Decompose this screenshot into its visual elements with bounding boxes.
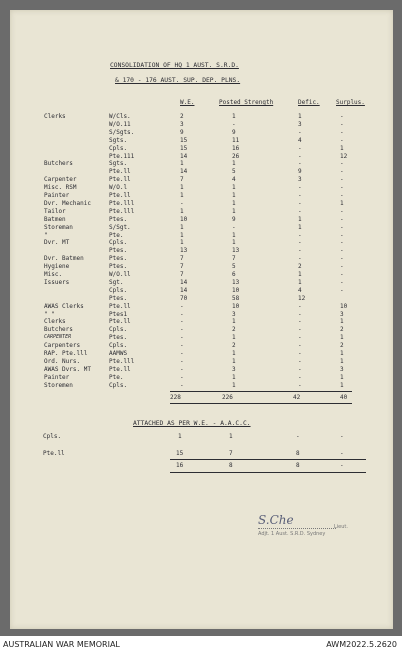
- row-role: Clerks: [44, 318, 66, 326]
- row-role: Ord. Nurs.: [44, 357, 81, 365]
- row-rank: Ptes1: [109, 310, 128, 318]
- row-rank: Cpls.: [109, 326, 128, 334]
- row-rank: Pte.ll: [109, 365, 131, 373]
- totals-rule-bottom: [170, 403, 352, 404]
- row-posted: 4: [232, 176, 236, 184]
- row-defic: 1: [298, 215, 302, 223]
- row-defic: -: [298, 302, 302, 310]
- attached-surplus: -: [340, 450, 344, 457]
- row-rank: AAMWS: [109, 350, 128, 357]
- row-defic: -: [298, 342, 302, 350]
- row-rank: Pte.ll: [109, 168, 131, 176]
- row-surplus: -: [340, 247, 344, 255]
- row-we: 2: [180, 113, 184, 120]
- attached-total-we: 16: [176, 462, 184, 469]
- row-surplus: -: [340, 184, 344, 192]
- col-header-defic: Defic.: [298, 99, 320, 106]
- document-title: CONSOLIDATION OF HQ 1 AUST. S.R.D.: [110, 62, 239, 69]
- attached-posted: 7: [229, 450, 233, 457]
- row-role: Batmen: [44, 215, 66, 223]
- attached-rank: Cpls.: [43, 433, 62, 440]
- row-posted: 1: [232, 207, 236, 215]
- row-rank: Cpls.: [109, 342, 128, 350]
- row-we: 13: [180, 247, 188, 255]
- row-role: Carpenter: [44, 176, 77, 184]
- footer-institution: AUSTRALIAN WAR MEMORIAL: [3, 640, 120, 649]
- row-posted: 1: [232, 239, 236, 247]
- row-surplus: -: [340, 176, 344, 184]
- row-posted: 1: [232, 318, 236, 326]
- row-surplus: -: [340, 128, 344, 136]
- row-rank: W/O.l: [109, 184, 128, 192]
- row-posted: 1: [232, 113, 236, 120]
- row-role: Dvr. Mechanic: [44, 199, 91, 207]
- row-posted: 1: [232, 192, 236, 199]
- row-role: Misc.: [44, 271, 63, 278]
- row-defic: -: [298, 381, 302, 389]
- row-rank: Sgt.: [109, 278, 124, 286]
- row-role: AWAS Clerks: [44, 302, 84, 310]
- attached-title: ATTACHED AS PER W.E. - A.A.C.C.: [133, 420, 251, 427]
- row-role: Hygiene: [44, 263, 70, 271]
- row-rank: Pte.: [109, 373, 124, 381]
- row-posted: 13: [232, 278, 240, 286]
- row-posted: 1: [232, 357, 236, 365]
- row-defic: -: [298, 310, 302, 318]
- row-surplus: -: [340, 113, 344, 120]
- col-header-surplus: Surplus.: [336, 99, 365, 106]
- row-posted: 6: [232, 271, 236, 278]
- attached-total-surplus: -: [340, 462, 344, 469]
- row-we: -: [180, 342, 184, 350]
- row-posted: 1: [232, 381, 236, 389]
- row-defic: -: [298, 207, 302, 215]
- row-role: Dvr. Batmen: [44, 255, 84, 263]
- row-posted: 1: [232, 160, 236, 168]
- row-posted: 5: [232, 263, 236, 271]
- document-subtitle: & 170 - 176 AUST. SUP. DEP. PLNS.: [115, 77, 241, 84]
- row-role: AWAS Dvrs. MT: [44, 365, 91, 373]
- attached-surplus: -: [340, 433, 344, 440]
- row-defic: 1: [298, 223, 302, 231]
- row-we: 14: [180, 278, 188, 286]
- row-role: Storemen: [44, 381, 73, 389]
- row-surplus: 3: [340, 310, 344, 318]
- row-role: Painter: [44, 373, 70, 381]
- row-rank: Pte.: [109, 231, 124, 239]
- attached-total-defic: 8: [296, 462, 300, 469]
- row-role: Issuers: [44, 278, 70, 286]
- signature-stamp: Adjt. 1 Aust. S.R.D. Sydney: [258, 531, 326, 537]
- row-posted: 16: [232, 144, 240, 152]
- row-rank: Ptes.: [109, 263, 128, 271]
- row-surplus: 1: [340, 373, 344, 381]
- row-posted: 2: [232, 342, 236, 350]
- attached-we: 1: [178, 433, 182, 440]
- row-posted: 1: [232, 184, 236, 192]
- row-we: -: [180, 365, 184, 373]
- row-we: 15: [180, 136, 188, 144]
- row-role: Butchers: [44, 160, 73, 168]
- row-role: Clerks: [44, 113, 66, 120]
- row-defic: 1: [298, 271, 302, 278]
- row-defic: -: [298, 160, 302, 168]
- row-posted: 1: [232, 373, 236, 381]
- row-we: -: [180, 310, 184, 318]
- row-rank: Ptes.: [109, 294, 128, 302]
- row-posted: -: [232, 120, 236, 128]
- attached-rule-bottom: [170, 472, 366, 473]
- attached-defic: -: [296, 433, 300, 440]
- row-surplus: 3: [340, 365, 344, 373]
- row-defic: -: [298, 199, 302, 207]
- row-rank: Cpls.: [109, 286, 128, 294]
- row-posted: 1: [232, 350, 236, 357]
- row-rank: Pte.ll: [109, 302, 131, 310]
- row-we: 3: [180, 120, 184, 128]
- archive-footer: [0, 636, 402, 653]
- row-posted: 3: [232, 310, 236, 318]
- row-surplus: -: [340, 168, 344, 176]
- row-role: " ": [44, 310, 55, 318]
- row-posted: 7: [232, 255, 236, 263]
- row-surplus: -: [340, 223, 344, 231]
- row-defic: 1: [298, 278, 302, 286]
- row-we: -: [180, 326, 184, 334]
- row-defic: 9: [298, 168, 302, 176]
- row-surplus: -: [340, 255, 344, 263]
- row-surplus: 1: [340, 357, 344, 365]
- row-posted: 1: [232, 334, 236, 342]
- row-we: -: [180, 199, 184, 207]
- row-we: -: [180, 373, 184, 381]
- row-surplus: -: [340, 160, 344, 168]
- row-surplus: 1: [340, 381, 344, 389]
- signature: S.Che: [258, 513, 294, 527]
- row-posted: 2: [232, 326, 236, 334]
- row-we: -: [180, 318, 184, 326]
- row-rank: Cpls.: [109, 239, 128, 247]
- row-rank: W/Cls.: [109, 113, 131, 120]
- row-defic: -: [298, 152, 302, 160]
- row-role: Butchers: [44, 326, 73, 334]
- row-surplus: 1: [340, 199, 344, 207]
- row-posted: 1: [232, 199, 236, 207]
- row-defic: 2: [298, 263, 302, 271]
- row-role: RAP. Pte.lll: [44, 350, 88, 357]
- row-surplus: -: [340, 192, 344, 199]
- row-we: 70: [180, 294, 188, 302]
- row-we: 14: [180, 168, 188, 176]
- row-defic: -: [298, 239, 302, 247]
- row-rank: Ptes.: [109, 215, 128, 223]
- row-surplus: 12: [340, 152, 348, 160]
- row-defic: -: [298, 255, 302, 263]
- row-defic: -: [298, 318, 302, 326]
- row-rank: W/O.11: [109, 120, 131, 128]
- row-defic: 1: [298, 113, 302, 120]
- row-we: 7: [180, 176, 184, 184]
- row-posted: 10: [232, 286, 240, 294]
- row-rank: Sgts.: [109, 160, 128, 168]
- row-posted: 13: [232, 247, 240, 255]
- row-defic: -: [298, 247, 302, 255]
- row-rank: Pte.lll: [109, 357, 135, 365]
- row-rank: Sgts.: [109, 136, 128, 144]
- attached-total-posted: 8: [229, 462, 233, 469]
- row-we: 1: [180, 239, 184, 247]
- row-rank: Ptes.: [109, 255, 128, 263]
- row-we: 7: [180, 255, 184, 263]
- row-surplus: 1: [340, 334, 344, 342]
- row-surplus: -: [340, 263, 344, 271]
- row-defic: -: [298, 231, 302, 239]
- row-rank: Pte.ll: [109, 192, 131, 199]
- row-defic: -: [298, 128, 302, 136]
- footer-accession-number: AWM2022.5.2620: [326, 640, 397, 649]
- total-defic: 42: [293, 394, 301, 401]
- row-surplus: -: [340, 278, 344, 286]
- row-surplus: 2: [340, 326, 344, 334]
- row-rank: Pte.111: [109, 152, 135, 160]
- row-surplus: -: [340, 271, 344, 278]
- row-rank: Pte.ll: [109, 176, 131, 184]
- attached-posted: 1: [229, 433, 233, 440]
- attached-we: 15: [176, 450, 184, 457]
- row-posted: 3: [232, 365, 236, 373]
- row-posted: 9: [232, 128, 236, 136]
- attached-defic: 8: [296, 450, 300, 457]
- row-posted: 58: [232, 294, 240, 302]
- row-defic: -: [298, 357, 302, 365]
- row-surplus: -: [340, 120, 344, 128]
- row-role: CARPENTER: [44, 334, 72, 341]
- row-we: -: [180, 381, 184, 389]
- row-role: Tailor: [44, 207, 66, 215]
- row-surplus: -: [340, 231, 344, 239]
- total-posted: 226: [222, 394, 233, 401]
- row-role: Carpenters: [44, 342, 81, 350]
- row-defic: -: [298, 365, 302, 373]
- row-surplus: 2: [340, 342, 344, 350]
- row-we: 7: [180, 263, 184, 271]
- row-posted: 9: [232, 215, 236, 223]
- row-rank: Pte.lll: [109, 199, 135, 207]
- row-surplus: -: [340, 286, 344, 294]
- row-rank: Cpls.: [109, 381, 128, 389]
- row-surplus: 10: [340, 302, 348, 310]
- row-role: Misc. RSM: [44, 184, 77, 192]
- total-we: 228: [170, 394, 181, 401]
- row-posted: 11: [232, 136, 240, 144]
- row-surplus: -: [340, 136, 344, 144]
- row-we: -: [180, 302, 184, 310]
- row-role: Painter: [44, 192, 70, 199]
- total-surplus: 40: [340, 394, 348, 401]
- row-we: 14: [180, 152, 188, 160]
- signature-line: [258, 528, 336, 529]
- row-rank: W/O.ll: [109, 271, 131, 278]
- row-we: 10: [180, 215, 188, 223]
- row-role: Dvr. MT: [44, 239, 70, 247]
- row-we: -: [180, 357, 184, 365]
- row-surplus: -: [340, 215, 344, 223]
- attached-rank: Pte.ll: [43, 450, 65, 457]
- row-we: 1: [180, 184, 184, 192]
- row-rank: Pte.lll: [109, 207, 135, 215]
- row-role: ": [44, 231, 48, 239]
- row-we: -: [180, 350, 184, 357]
- row-defic: -: [298, 350, 302, 357]
- row-defic: -: [298, 184, 302, 192]
- row-posted: 10: [232, 302, 240, 310]
- row-we: 14: [180, 286, 188, 294]
- row-rank: S/Sgt.: [109, 223, 131, 231]
- row-surplus: -: [340, 207, 344, 215]
- row-posted: 1: [232, 231, 236, 239]
- row-defic: -: [298, 326, 302, 334]
- row-we: 15: [180, 144, 188, 152]
- row-surplus: 1: [340, 350, 344, 357]
- row-we: 1: [180, 192, 184, 199]
- row-we: 1: [180, 231, 184, 239]
- row-defic: -: [298, 373, 302, 381]
- row-defic: 3: [298, 120, 302, 128]
- attached-rule-top: [170, 459, 366, 460]
- row-posted: 26: [232, 152, 240, 160]
- row-surplus: -: [340, 239, 344, 247]
- row-defic: -: [298, 144, 302, 152]
- signature-suffix: Lieut.: [334, 524, 348, 530]
- row-we: 9: [180, 128, 184, 136]
- row-defic: 3: [298, 176, 302, 184]
- row-defic: -: [298, 334, 302, 342]
- row-defic: 4: [298, 286, 302, 294]
- row-rank: S/Sgts.: [109, 128, 135, 136]
- row-surplus: 1: [340, 318, 344, 326]
- row-rank: Cpls.: [109, 144, 128, 152]
- row-we: 1: [180, 160, 184, 168]
- row-surplus: 1: [340, 144, 344, 152]
- col-header-we: W.E.: [180, 99, 195, 106]
- row-rank: Ptes.: [109, 247, 128, 255]
- row-role: Storeman: [44, 223, 73, 231]
- row-rank: Pte.ll: [109, 318, 131, 326]
- row-we: 7: [180, 271, 184, 278]
- row-defic: 4: [298, 136, 302, 144]
- row-we: 1: [180, 207, 184, 215]
- row-we: -: [180, 334, 184, 342]
- row-posted: 5: [232, 168, 236, 176]
- col-header-posted-strength: Posted Strength: [219, 99, 274, 106]
- row-defic: 12: [298, 294, 306, 302]
- row-posted: -: [232, 223, 236, 231]
- row-we: 1: [180, 223, 184, 231]
- row-defic: -: [298, 192, 302, 199]
- row-rank: Ptes.: [109, 334, 128, 342]
- totals-rule-top: [170, 391, 352, 392]
